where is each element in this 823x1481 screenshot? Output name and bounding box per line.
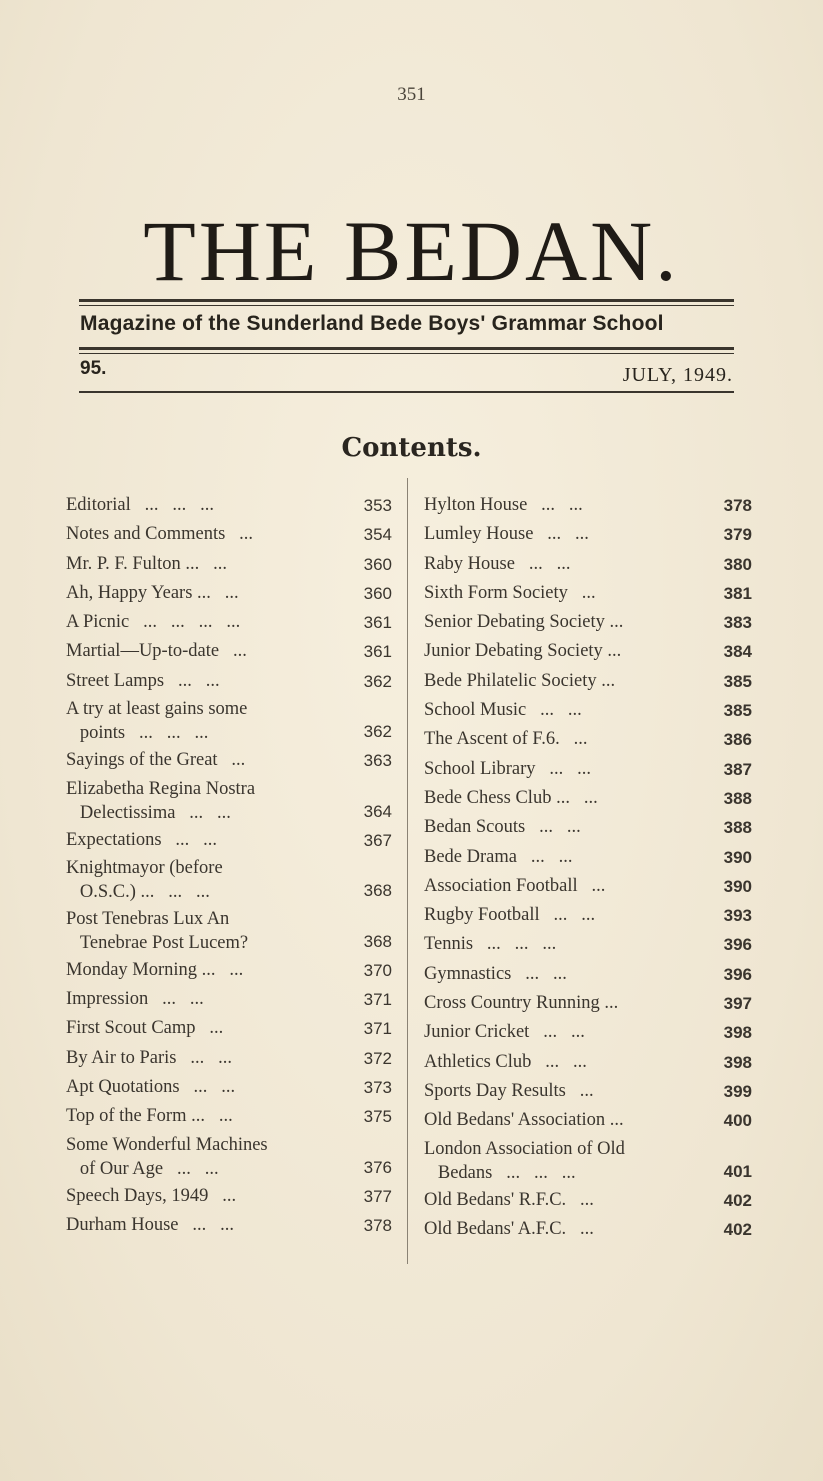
toc-entry-title: Rugby Football ... ... [424,905,596,926]
toc-entry-page: 386 [723,730,752,750]
toc-entry-page: 390 [723,847,752,867]
toc-entry-page: 378 [363,1216,392,1236]
toc-entry-page: 396 [723,935,752,955]
toc-entry-page: 393 [723,906,752,926]
toc-entry-title: Impression ... ... [66,989,204,1010]
toc-entry-page: 371 [363,990,392,1010]
toc-entry-title: Hylton House ... ... [424,495,583,515]
toc-entry-page: 368 [363,931,392,951]
toc-entry [66,580,392,607]
toc-entry-page: 368 [363,881,392,901]
toc-entry-title: Apt Quotations ... ... [66,1077,236,1098]
toc-entry-page: 360 [363,583,392,603]
toc-entry-page: 367 [363,830,392,850]
toc-right-column [424,492,752,1245]
toc-entry-page: 388 [723,788,752,808]
toc-entry [66,1074,392,1101]
toc-entry-title: Old Bedans' A.F.C. ... [424,1219,594,1240]
toc-entry-page: 398 [723,1052,752,1072]
toc-entry [66,638,392,665]
toc-entry [424,990,752,1017]
toc-entry-title: Cross Country Running ... [424,993,619,1014]
toc-entry [424,902,752,929]
toc-entry-page: 370 [363,960,392,980]
issue-number: 95. [80,358,107,379]
toc-entry-title: Junior Debating Society ... [424,641,622,662]
toc-entry-title: Bedan Scouts ... ... [424,817,581,838]
toc-entry-title: Old Bedans' R.F.C. ... [424,1189,594,1210]
toc-entry-page: 362 [363,671,392,691]
toc-entry [424,814,752,841]
toc-entry [424,1049,752,1076]
toc-entry-page: 384 [723,642,752,662]
toc-entry [424,1187,752,1214]
toc-entry [66,1045,392,1072]
toc-entry-page: 354 [363,525,392,545]
toc-entry-title: Top of the Form ... ... [66,1106,233,1127]
toc-entry-title: Bede Philatelic Society ... [424,670,616,691]
toc-entry-title: Sixth Form Society ... [424,582,596,603]
toc-entry-title: Junior Cricket ... ... [424,1022,585,1043]
toc-entry-title: London Association of Old Bedans ... ... ... [424,1138,625,1183]
toc-entry-title: Lumley House ... ... [424,524,589,545]
toc-entry-title: Martial—Up-to-date ... [66,641,247,662]
toc-entry-title: Ah, Happy Years ... ... [66,582,239,603]
toc-entry-page: 398 [723,1023,752,1043]
toc-entry-page: 361 [363,613,392,633]
toc-entry-title: Bede Drama ... ... [424,846,573,867]
toc-entry [424,844,752,871]
toc-entry-page: 396 [723,964,752,984]
toc-entry [66,1133,392,1181]
toc-entry [66,551,392,578]
top-rule-thick [79,299,734,302]
toc-entry [424,785,752,812]
toc-entry-title: Notes and Comments ... [66,524,254,545]
toc-entry-title: Expectations ... ... [66,829,218,850]
toc-entry-title: Editorial ... ... ... [66,495,214,515]
toc-entry [66,747,392,774]
toc-entry-title: Tennis ... ... ... [424,934,557,955]
toc-entry [424,873,752,900]
toc-entry-title: Knightmayor (before O.S.C.) ... ... ... [66,858,223,903]
toc-entry [424,1107,752,1134]
column-divider [407,478,408,1264]
toc-entry-page: 388 [723,818,752,838]
toc-entry [424,697,752,724]
toc-entry [66,1212,392,1239]
toc-entry-page: 381 [723,583,752,603]
toc-entry-title: Gymnastics ... ... [424,963,567,984]
toc-entry-title: Monday Morning ... ... [66,959,244,980]
toc-entry [66,957,392,984]
toc-entry-title: Raby House ... ... [424,553,571,574]
toc-entry-title: Some Wonderful Machines of Our Age ... ... [66,1134,268,1179]
toc-entry-page: 399 [723,1081,752,1101]
top-rule-thin [79,305,734,306]
toc-entry-title: Street Lamps ... ... [66,670,220,691]
toc-entry-page: 380 [723,554,752,574]
toc-entry-title: Association Football ... [424,875,606,896]
toc-entry-title: By Air to Paris ... ... [66,1047,232,1068]
toc-entry-title: Durham House ... ... [66,1215,235,1236]
toc-entry-title: First Scout Camp ... [66,1018,224,1039]
toc-entry [66,609,392,636]
toc-entry [424,492,752,519]
toc-entry-page: 372 [363,1048,392,1068]
toc-entry [424,668,752,695]
issue-date: JULY, 1949. [622,364,733,386]
toc-entry-page: 377 [363,1186,392,1206]
toc-entry [424,931,752,958]
toc-entry-page: 383 [723,613,752,633]
toc-entry-page: 360 [363,554,392,574]
toc-entry-title: Mr. P. F. Fulton ... ... [66,553,227,574]
toc-entry-page: 373 [363,1078,392,1098]
toc-entry-title: School Library ... ... [424,758,591,779]
contents-heading: Contents. [341,433,482,463]
toc-entry-page: 379 [723,525,752,545]
masthead-title: THE BEDAN. [143,203,680,299]
toc-entry [66,1015,392,1042]
toc-entry [66,827,392,854]
toc-entry [66,986,392,1013]
magazine-subtitle: Magazine of the Sunderland Bede Boys' Grammar School [80,312,664,335]
toc-entry-page: 402 [723,1190,752,1210]
toc-entry [424,1019,752,1046]
toc-entry [66,907,392,955]
toc-entry-page: 402 [723,1220,752,1240]
toc-entry-page: 353 [363,496,392,515]
toc-entry-title: A Picnic ... ... ... ... [66,612,241,633]
toc-entry [66,1183,392,1210]
toc-entry-page: 371 [363,1019,392,1039]
toc-entry-title: Old Bedans' Association ... [424,1110,624,1131]
toc-entry-title: Bede Chess Club ... ... [424,787,598,808]
toc-entry [424,726,752,753]
mid-rule-thick [79,347,734,350]
toc-entry-page: 390 [723,876,752,896]
toc-entry [424,1078,752,1105]
toc-entry [66,1103,392,1130]
toc-entry [66,697,392,745]
toc-entry-page: 397 [723,994,752,1014]
toc-entry-page: 364 [363,801,392,821]
toc-entry [424,961,752,988]
toc-entry-page: 361 [363,642,392,662]
toc-entry [424,609,752,636]
toc-entry-title: Sayings of the Great ... [66,750,246,771]
toc-entry-title: Athletics Club ... ... [424,1051,587,1072]
toc-entry-title: A try at least gains some points ... ... ... [66,699,248,744]
toc-entry-page: 375 [363,1107,392,1127]
toc-entry-title: Sports Day Results ... [424,1080,594,1101]
toc-entry-page: 363 [363,751,392,771]
toc-entry [66,777,392,825]
toc-entry [66,668,392,695]
toc-entry [424,551,752,578]
toc-entry-page: 387 [723,759,752,779]
page-number: 351 [397,84,426,105]
toc-entry [66,521,392,548]
toc-entry [424,1216,752,1243]
toc-entry-page: 385 [723,671,752,691]
toc-entry [424,756,752,783]
toc-entry-page: 401 [723,1161,752,1181]
toc-entry [424,1137,752,1185]
toc-entry-title: Elizabetha Regina Nostra Delectissima ... ... [66,778,256,823]
bottom-rule [79,391,734,393]
toc-entry [66,856,392,904]
toc-entry-title: School Music ... ... [424,700,582,721]
toc-entry [424,638,752,665]
toc-entry [66,492,392,519]
toc-entry-title: Senior Debating Society ... [424,612,624,633]
toc-entry-title: The Ascent of F.6. ... [424,729,588,750]
toc-entry [424,521,752,548]
toc-entry-page: 378 [723,496,752,515]
toc-entry-page: 376 [363,1157,392,1177]
toc-entry-page: 362 [363,722,392,742]
toc-entry-title: Post Tenebras Lux An Tenebrae Post Lucem? [66,908,249,953]
mid-rule-thin [79,353,734,354]
toc-left-column [66,492,392,1242]
toc-entry-title: Speech Days, 1949 ... [66,1185,237,1206]
toc-entry [424,580,752,607]
toc-entry-page: 400 [723,1111,752,1131]
toc-entry-page: 385 [723,701,752,721]
